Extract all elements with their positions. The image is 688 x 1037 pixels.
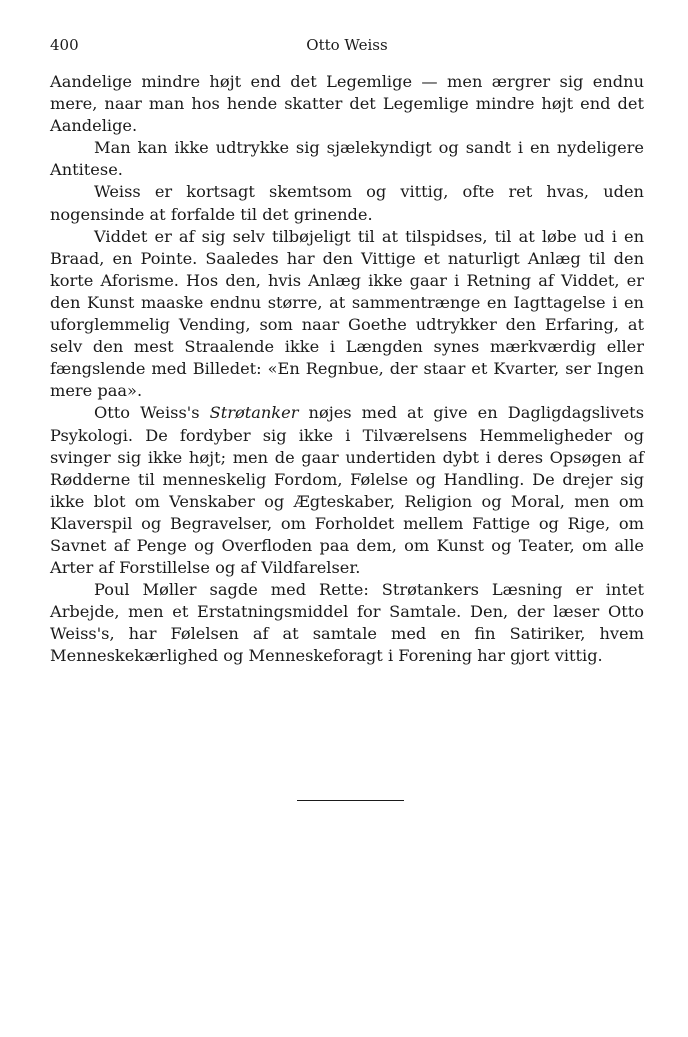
body-text: [50, 71, 644, 668]
paragraph-antitese: Man kan ikke udtrykke sig sjælekyndigt og sandt i en nydeligere Antitese.: [50, 138, 644, 180]
running-head-author: Otto Weiss: [306, 36, 388, 54]
paragraph-viddet: Viddet er af sig selv tilbøjeligt til at tilspidses, til at løbe ud i en Braad, en Pointe. Saaledes har den Vittige et naturligt Anlæg til den korte Aforisme. Hos den, hvis Anlæg ikke gaar i Retning af Viddet, er den Kunst maaske endnu større, at sammentrænge en Iagttagelse i en uforglemmelig Vending, som naar Goethe udtrykker den Erfaring, at selv den mest Straalende ikke i Længden synes mærkværdig eller fængslende med Billedet: «En Regnbue, der staar et Kvarter, ser Ingen mere paa».: [50, 226, 644, 401]
paragraph-skemtsom: Weiss er kortsagt skemtsom og vittig, ofte ret hvas, uden nogensinde at forfalde til det grinende.: [50, 182, 644, 224]
paragraph-strotanker-lead: Otto Weiss's: [94, 403, 210, 423]
paragraph-continued: Aandelige mindre højt end det Legemlige — men ærgrer sig endnu mere, naar man hos hende skatter det Legemlige mindre højt end det Aandelige.: [50, 72, 644, 136]
paragraph-poul-moller: Poul Møller sagde med Rette: Strøtankers Læsning er intet Arbejde, men et Erstatningsmiddel for Samtale. Den, der læser Otto Weiss's, har Følelsen af at samtale med en fin Satiriker, hvem Menneskekærlighed og Menneskeforagt i Forening har gjort vittig.: [50, 580, 644, 666]
book-title-strotanker: Strøtanker: [209, 403, 299, 423]
page-number: 400: [50, 36, 79, 54]
paragraph-strotanker-rest: nøjes med at give en Dagligdagslivets Psykologi. De fordyber sig ikke i Tilværelsens Hemmeligheder og svinger sig ikke højt; men de gaar undertiden dybt i deres Opsøgen af Rødderne til menneskelig Fordom, Følelse og Handling. De drejer sig ikke blot om Venskaber og Ægteskaber, Religion og Moral, men om Klaverspil og Begravelser, om Forholdet mellem Fattige og Rige, om Savnet af Penge og Overfloden paa dem, om Kunst og Teater, om alle Arter af Forstillelse og af Vildfarelser.: [50, 403, 644, 578]
running-head: [50, 36, 644, 58]
paragraph-strotanker: [50, 402, 644, 579]
section-end-rule: [297, 800, 404, 801]
